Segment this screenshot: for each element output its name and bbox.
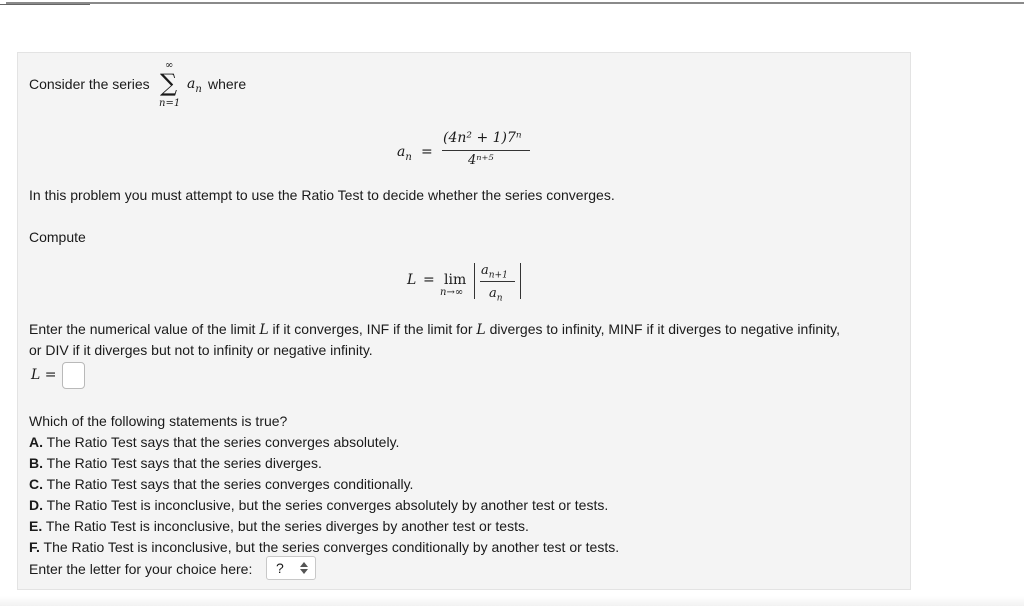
updown-arrow-icon [299, 561, 309, 575]
definition-denominator: 4ⁿ⁺⁵ [468, 153, 494, 168]
enter-instruction-line2: or DIV if it diverges but not to infinity or negative infinity. [29, 342, 373, 358]
ratio-fraction-bar [480, 281, 515, 282]
ratio-denominator: $a_n$ [489, 286, 503, 304]
definition-numerator: (4n² + 1)7ⁿ [443, 130, 522, 146]
definition-fraction-bar [442, 150, 530, 151]
option-f: F. The Ratio Test is inconclusive, but the series converges conditionally by another test or tests. [29, 539, 620, 555]
definition-lhs: $a_n$ [397, 144, 412, 163]
abs-bar-right [520, 263, 521, 299]
definition-equals: = [421, 144, 433, 160]
compute-label: Compute [29, 229, 86, 245]
option-b: B. The Ratio Test says that the series diverges. [29, 455, 322, 471]
sum-upper-limit: ∞ [165, 60, 174, 71]
choice-select[interactable] [266, 556, 316, 580]
abs-bar-left [474, 263, 475, 299]
choice-selected-value: ? [276, 560, 284, 576]
sigma-symbol: ∑ [160, 69, 178, 97]
ratio-test-instruction: In this problem you must attempt to use the Ratio Test to decide whether the series converges. [29, 187, 615, 203]
intro-suffix: where [208, 76, 247, 92]
option-e: E. The Ratio Test is inconclusive, but the series diverges by another test or tests. [29, 518, 529, 534]
top-divider-bar [6, 2, 1024, 4]
enter-instruction-line1: Enter the numerical value of the limit L if it converges, INF if the limit for L diverges to infinity, MINF if it diverges to negative infinity, [29, 321, 840, 338]
sum-lower-limit: n=1 [159, 98, 181, 109]
limit-lhs: L [407, 272, 417, 288]
limit-answer-input[interactable] [62, 362, 85, 389]
ratio-numerator: $a_{n+1}$ [481, 263, 508, 281]
limit-equals: = [423, 272, 435, 288]
option-d: D. The Ratio Test is inconclusive, but the series converges absolutely by another test or tests. [29, 497, 609, 513]
series-term: $a_n$ [187, 76, 202, 95]
question-text: Which of the following statements is true? [29, 413, 288, 429]
answer-label: L = [31, 367, 57, 383]
bottom-shade [0, 596, 1024, 606]
option-c: C. The Ratio Test says that the series converges conditionally. [29, 476, 414, 492]
limit-subscript: n→∞ [440, 287, 464, 298]
choice-label: Enter the letter for your choice here: [29, 561, 253, 577]
limit-lim: lim [444, 272, 467, 288]
intro-prefix: Consider the series [29, 76, 150, 92]
top-divider [0, 0, 1024, 5]
option-a: A. The Ratio Test says that the series converges absolutely. [29, 434, 400, 450]
